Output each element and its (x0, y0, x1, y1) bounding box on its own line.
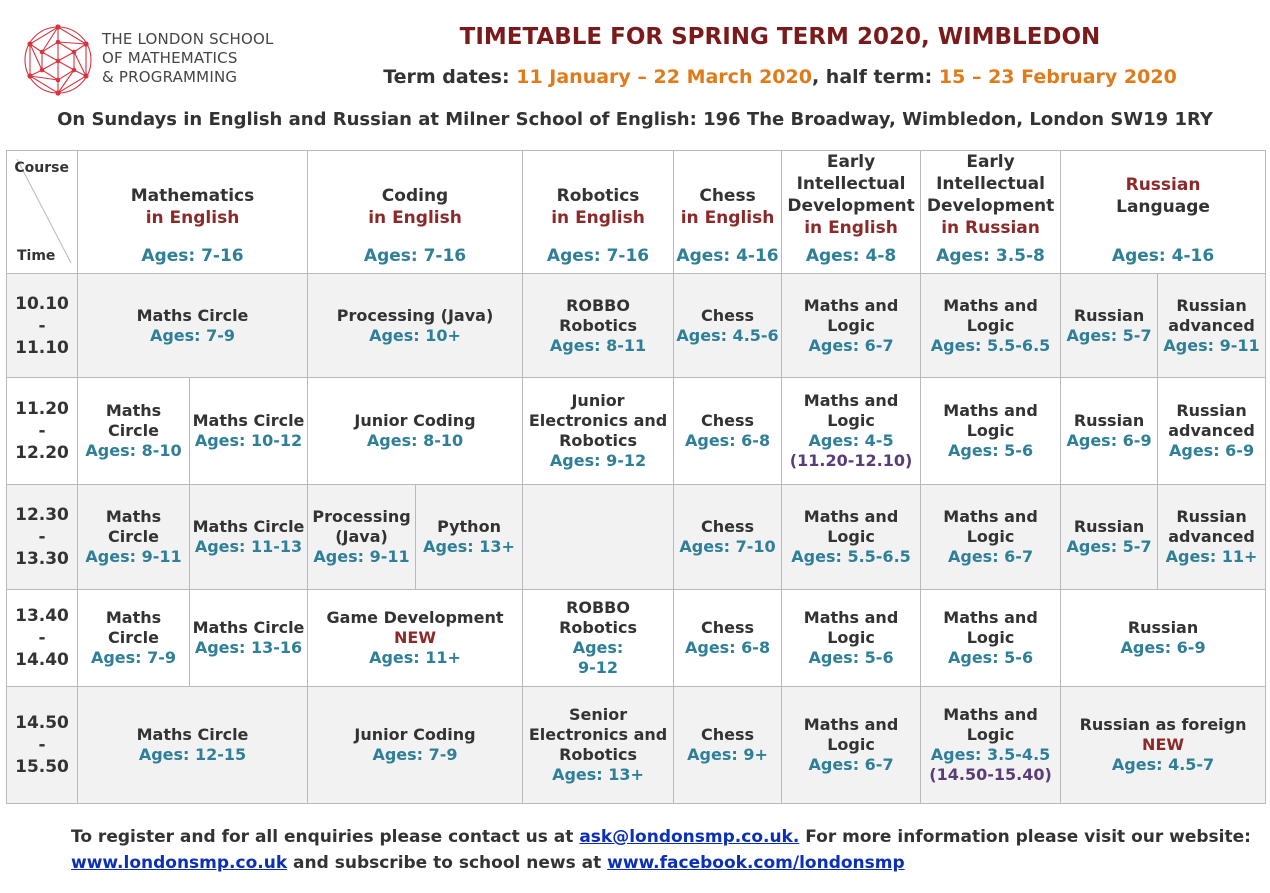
time-end: 15.50 (15, 757, 69, 777)
class-cell (1061, 274, 1158, 378)
class-title: Junior Coding (354, 725, 476, 744)
class-title: Maths Circle (105, 401, 162, 440)
class-ages: Ages: 7-10 (679, 537, 776, 556)
time-end: 14.40 (15, 650, 69, 670)
time-start: 14.50 (15, 713, 69, 733)
class-title: Maths and Logic (943, 507, 1038, 546)
footer-contact (71, 824, 1251, 876)
class-title: Maths Circle (105, 608, 162, 647)
class-ages: Ages: 10+ (369, 325, 461, 345)
time-dash: - (38, 527, 46, 547)
time-end: 12.20 (15, 443, 69, 463)
class-ages: Ages: 6-9 (1066, 431, 1152, 450)
class-cell (674, 485, 782, 590)
class-title: Maths and Logic (803, 295, 899, 335)
class-ages: Ages: 9+ (687, 745, 768, 764)
time-cell (7, 590, 78, 687)
col-early-dev-russian (921, 151, 1061, 274)
new-badge: NEW (394, 628, 436, 647)
timetable (6, 150, 1266, 804)
column-lang: in English (145, 208, 240, 228)
column-lang: in English (368, 208, 462, 228)
class-ages: Ages: 9-11 (85, 547, 182, 566)
col-robotics (523, 151, 674, 274)
class-cell (782, 590, 921, 687)
footer-text: For more information please visit our website: (799, 827, 1251, 847)
time-dash: - (38, 421, 46, 441)
class-ages: Ages: 8-10 (366, 431, 464, 450)
geodesic-sphere-icon (20, 22, 96, 98)
class-title: Russian (1073, 305, 1145, 325)
class-ages: Ages: (572, 638, 624, 657)
column-ages: Ages: 4-8 (805, 246, 897, 266)
column-name: Early Intellectual Development (926, 152, 1055, 216)
time-start: 10.10 (15, 293, 69, 314)
class-ages: Ages: 5-7 (1066, 537, 1152, 556)
class-cell (190, 590, 308, 687)
class-title: Russian (1073, 517, 1145, 536)
class-cell (782, 485, 921, 590)
class-cell (78, 485, 190, 590)
new-badge: NEW (1142, 735, 1185, 754)
logo-text (102, 30, 274, 87)
class-cell (1061, 485, 1158, 590)
class-ages: Ages: 11+ (1165, 547, 1258, 566)
class-ages: Ages: 5.5-6.5 (930, 335, 1051, 355)
column-ages: Ages: 7-16 (546, 246, 650, 266)
column-lang: in English (551, 208, 645, 228)
class-title: Processing (Java) (312, 507, 411, 546)
page-title: TIMETABLE FOR SPRING TERM 2020, WIMBLEDON (459, 24, 1101, 50)
col-mathematics (78, 151, 308, 274)
class-cell (782, 687, 921, 804)
col-coding (308, 151, 523, 274)
class-title: Maths and Logic (803, 715, 899, 754)
class-ages: Ages: 6-7 (808, 755, 894, 774)
column-name: Mathematics (130, 186, 255, 206)
term-range: 11 January – 22 March 2020 (516, 66, 812, 88)
column-lang: in Russian (941, 218, 1040, 238)
class-title: Junior Coding (354, 411, 476, 430)
class-ages: Ages: 6-7 (808, 335, 894, 355)
class-title: Chess (701, 725, 755, 744)
website-link[interactable]: www.londonsmp.co.uk (71, 853, 288, 873)
class-cell (921, 590, 1061, 687)
class-title: Maths and Logic (943, 401, 1038, 440)
column-name: Russian (1125, 175, 1201, 195)
term-dates (380, 66, 1180, 88)
column-name: Coding (381, 186, 449, 206)
footer-text: and subscribe to school news at (287, 853, 608, 873)
time-cell (7, 687, 78, 804)
class-title: ROBBO Robotics (559, 598, 637, 637)
class-title: Game Development (326, 608, 504, 627)
class-title: Maths and Logic (803, 507, 899, 546)
class-ages: Ages: 12-15 (138, 745, 247, 764)
class-cell (1158, 274, 1266, 378)
class-cell (1061, 590, 1266, 687)
class-cell (1061, 378, 1158, 485)
class-title: Maths Circle (136, 305, 249, 325)
class-ages: Ages: 4-5 (808, 431, 894, 450)
class-cell (782, 378, 921, 485)
class-cell (308, 378, 523, 485)
column-ages: Ages: 4-16 (676, 246, 779, 266)
class-cell (921, 378, 1061, 485)
class-cell (308, 485, 416, 590)
column-lang: in English (804, 218, 898, 238)
time-cell (7, 485, 78, 590)
class-title: Maths and Logic (803, 391, 899, 430)
class-ages: Ages: 13-16 (194, 638, 303, 657)
class-title: Maths and Logic (943, 295, 1038, 335)
class-title: Russian (1127, 618, 1199, 637)
class-title: Maths Circle (192, 618, 305, 637)
class-cell (921, 274, 1061, 378)
class-cell (78, 378, 190, 485)
class-title: Russian advanced (1168, 295, 1255, 335)
column-name: Robotics (556, 186, 640, 206)
class-cell (921, 687, 1061, 804)
class-ages: Ages: 5-6 (947, 441, 1034, 460)
footer-text: To register and for all enquiries please contact us at (71, 827, 580, 847)
class-ages: Ages: 5.5-6.5 (791, 547, 911, 566)
class-cell (921, 485, 1061, 590)
class-title: Maths and Logic (943, 608, 1038, 647)
class-title: Chess (701, 305, 755, 325)
corner-cell (7, 151, 78, 274)
class-ages: Ages: 7-9 (90, 648, 177, 667)
class-ages: Ages: 8-11 (549, 335, 647, 355)
class-title: Russian (1073, 411, 1145, 430)
class-ages: Ages: 7-9 (149, 325, 236, 345)
school-logo (20, 22, 310, 102)
class-ages: Ages: 5-6 (947, 648, 1034, 667)
class-note: (11.20-12.10) (789, 451, 913, 470)
class-cell (523, 687, 674, 804)
class-ages: Ages: 5-7 (1066, 325, 1152, 345)
class-title: Chess (701, 618, 755, 637)
class-title: Python (437, 517, 501, 536)
class-ages: Ages: 11+ (369, 648, 461, 667)
term-label: Term dates: (383, 66, 517, 88)
class-title: Maths Circle (136, 725, 249, 744)
class-cell (1158, 378, 1266, 485)
class-ages: Ages: 5-6 (808, 648, 894, 667)
column-ages: Ages: 7-16 (141, 246, 244, 266)
column-name: Language (1116, 197, 1210, 217)
class-cell (674, 378, 782, 485)
class-cell (674, 274, 782, 378)
class-cell (190, 485, 308, 590)
class-cell (782, 274, 921, 378)
class-cell (674, 590, 782, 687)
class-title: Maths Circle (192, 411, 305, 430)
class-title: Maths and Logic (943, 705, 1038, 744)
class-cell (308, 274, 523, 378)
time-cell (7, 274, 78, 378)
class-title: Russian advanced (1168, 507, 1255, 546)
class-ages: Ages: 6-7 (947, 547, 1034, 566)
class-ages: Ages: 7-9 (372, 745, 458, 764)
class-title: ROBBO Robotics (559, 295, 637, 335)
column-lang: in English (680, 208, 775, 228)
class-title: Maths Circle (192, 517, 305, 536)
class-cell (190, 378, 308, 485)
half-term-label: , half term: (811, 66, 939, 88)
half-term-range: 15 – 23 February 2020 (938, 66, 1177, 88)
facebook-link[interactable]: www.facebook.com/londonsmp (607, 853, 905, 873)
column-ages: Ages: 7-16 (363, 246, 467, 266)
class-cell (1061, 687, 1266, 804)
column-name: Early Intellectual Development (787, 152, 915, 216)
time-start: 13.40 (15, 606, 69, 626)
class-ages: Ages: 9-11 (1163, 335, 1260, 355)
class-title: Russian advanced (1168, 401, 1255, 440)
class-cell (308, 687, 523, 804)
class-ages: 9-12 (578, 658, 619, 677)
class-ages: Ages: 3.5-4.5 (930, 745, 1051, 764)
class-ages: Ages: 10-12 (194, 431, 303, 450)
class-cell (523, 274, 674, 378)
time-start: 11.20 (15, 399, 69, 419)
column-ages: Ages: 4-16 (1111, 246, 1215, 266)
class-cell (523, 590, 674, 687)
class-ages: Ages: 6-9 (1168, 441, 1255, 460)
class-cell (1158, 485, 1266, 590)
column-name: Chess (699, 186, 756, 206)
logo-line: & PROGRAMMING (102, 68, 238, 86)
class-ages: Ages: 8-10 (85, 441, 182, 460)
email-link[interactable]: ask@londonsmp.co.uk. (579, 827, 800, 847)
time-dash: - (38, 628, 46, 648)
col-chess (674, 151, 782, 274)
class-ages: Ages: 6-8 (684, 431, 771, 450)
class-cell (523, 378, 674, 485)
class-title: Processing (Java) (336, 305, 494, 325)
class-title: Chess (701, 517, 755, 536)
class-cell (674, 687, 782, 804)
time-end: 11.10 (15, 337, 69, 358)
empty-cell (523, 485, 674, 590)
venue-line: On Sundays in English and Russian at Milner School of English: 196 The Broadway, Wimbledon, London SW19 1RY (57, 109, 1213, 130)
class-title: Senior Electronics and Robotics (528, 705, 668, 764)
class-note: (14.50-15.40) (929, 765, 1052, 784)
time-dash: - (38, 315, 46, 336)
class-title: Junior Electronics and Robotics (528, 391, 668, 450)
class-cell (78, 590, 190, 687)
col-russian-language (1061, 151, 1266, 274)
time-end: 13.30 (15, 549, 69, 569)
time-start: 12.30 (15, 505, 69, 525)
time-label: Time (17, 248, 56, 264)
class-ages: Ages: 9-11 (313, 547, 410, 566)
class-cell (416, 485, 523, 590)
col-early-dev-english (782, 151, 921, 274)
class-ages: Ages: 4.5-7 (1111, 755, 1215, 774)
time-cell (7, 378, 78, 485)
class-ages: Ages: 13+ (552, 765, 644, 784)
column-ages: Ages: 3.5-8 (936, 246, 1045, 266)
class-title: Chess (701, 411, 755, 430)
class-ages: Ages: 4.5-6 (676, 325, 779, 345)
class-ages: Ages: 6-9 (1120, 638, 1206, 657)
class-title: Maths and Logic (803, 608, 899, 647)
class-cell (78, 274, 308, 378)
class-ages: Ages: 9-12 (549, 451, 647, 470)
class-cell (308, 590, 523, 687)
class-ages: Ages: 6-8 (684, 638, 771, 657)
class-title: Maths Circle (105, 507, 162, 546)
class-ages: Ages: 13+ (423, 537, 515, 556)
class-ages: Ages: 11-13 (194, 537, 303, 556)
class-title: Russian as foreign (1079, 715, 1247, 734)
logo-line: THE LONDON SCHOOL (102, 30, 274, 48)
logo-line: OF MATHEMATICS (102, 49, 238, 67)
class-cell (78, 687, 308, 804)
course-label: Course (14, 160, 69, 176)
time-dash: - (38, 735, 46, 755)
